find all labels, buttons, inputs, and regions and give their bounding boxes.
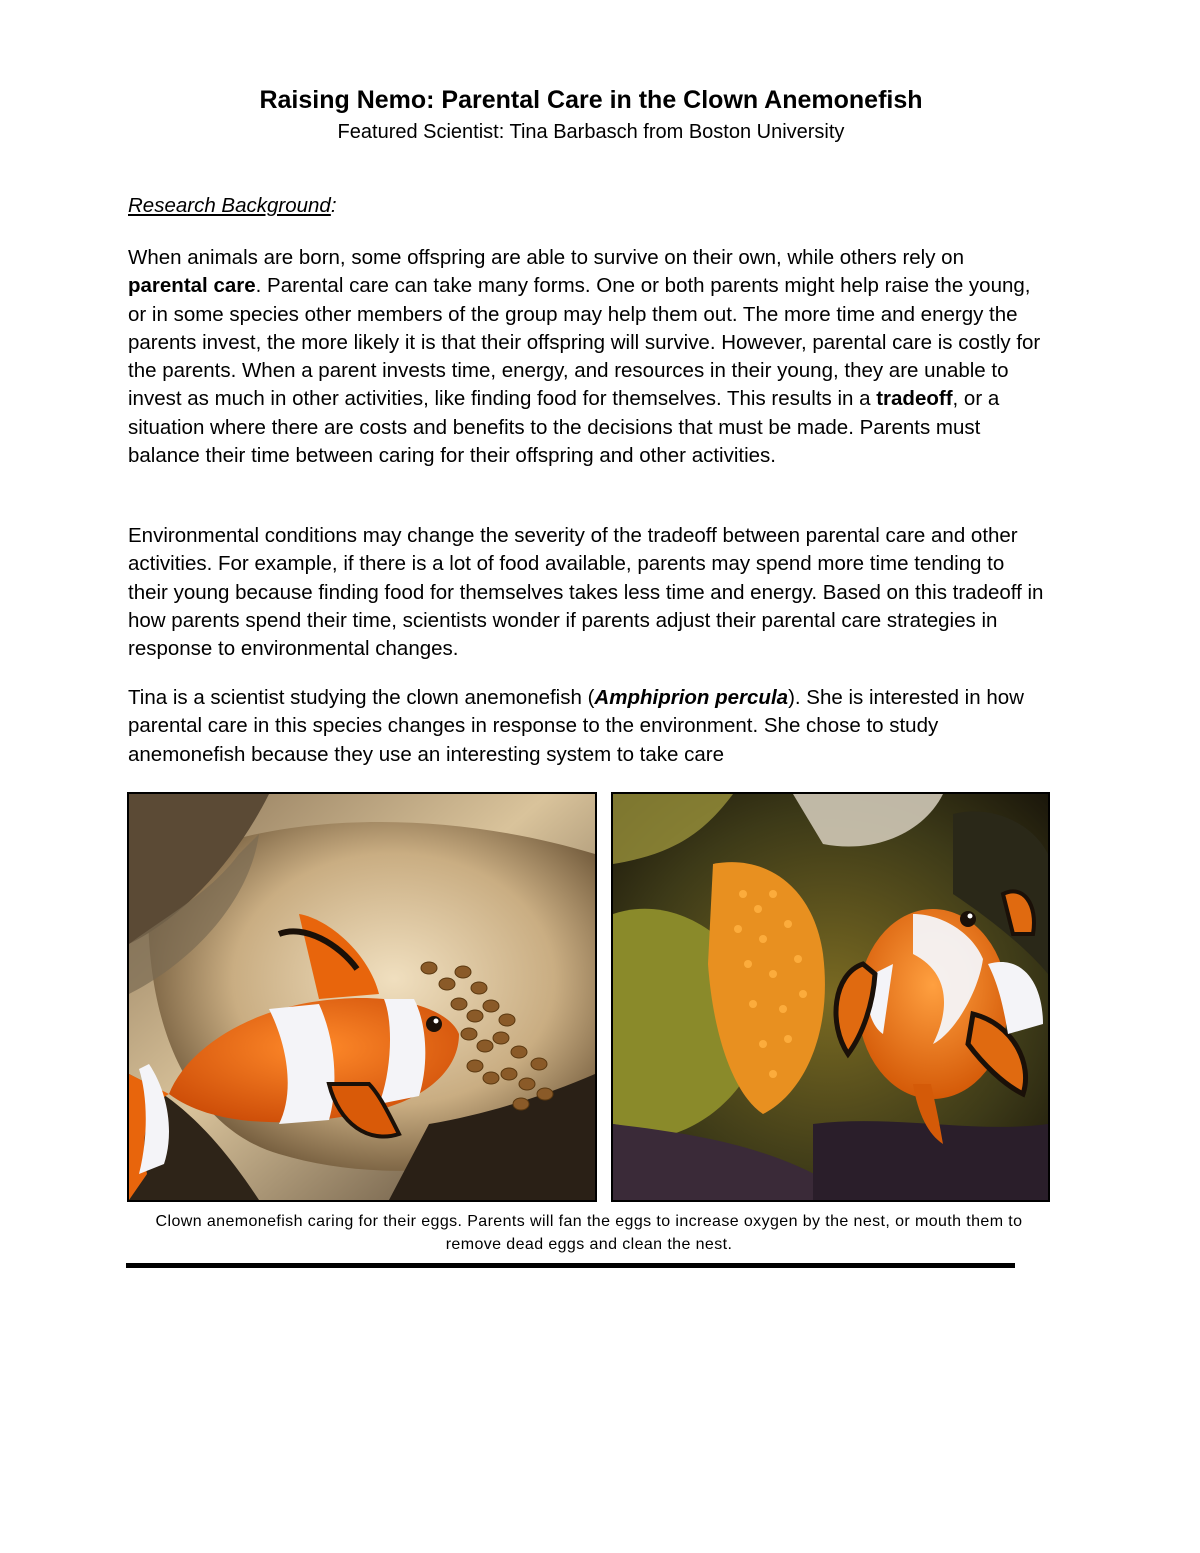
photo-right-drawing	[613, 794, 1048, 1200]
term-tradeoff: tradeoff	[876, 387, 953, 411]
featured-scientist-subtitle: Featured Scientist: Tina Barbasch from Boston University	[337, 121, 845, 143]
section-heading-colon: :	[330, 194, 337, 217]
horizontal-rule-divider	[126, 1263, 1015, 1268]
paragraph-1-text-a: When animals are born, some offspring are able to survive on their own, while others rely on	[128, 246, 964, 269]
paragraph-2: Environmental conditions may change the severity of the tradeoff between parental care and other activities. For example, if there is a lot of food available, parents may spend more time tending to their young because finding food for themselves takes less time and energy. Based on this tradeoff in how parents spend their time, scientists wonder if parents adjust their parental care strategies in response to environmental changes.	[128, 524, 1044, 661]
section-heading-text: Research Background	[128, 194, 331, 217]
species-name: Amphiprion percula	[594, 686, 789, 709]
photo-clownfish-with-eggs	[127, 792, 597, 1202]
photo-clownfish-near-eggs	[611, 792, 1050, 1202]
paragraph-1-text-b: . Parental care can take many forms. One or both parents might help raise the young, or in some species other members of the group may help them out. The more time and energy the parents invest, the more likely it is that their offspring will survive. However, parental care is costly for the parents. When a parent invests time, energy, and resources in their young, they are unable to invest as much in other activities, like finding food for themselves. This results in a	[128, 274, 1041, 411]
paragraph-1-text-c: , or a situation where there are costs and benefits to the decisions that must be made. Parents must balance their time between caring for their offspring and other activities.	[128, 387, 1000, 468]
paragraph-3-text-b: ). She is interested in how parental care in this species changes in response to the environment. She chose to study anemonefish because they use an interesting system to take care	[128, 686, 1024, 766]
term-parental-care: parental care	[128, 274, 256, 298]
paragraph-3	[128, 684, 1048, 769]
photo-left-drawing	[129, 794, 595, 1200]
paragraph-1	[128, 244, 1048, 470]
paragraph-3-text-a: Tina is a scientist studying the clown anemonefish (	[128, 686, 595, 709]
section-heading	[128, 192, 337, 220]
document-title: Raising Nemo: Parental Care in the Clown Anemonefish	[259, 86, 923, 114]
photo-caption: Clown anemonefish caring for their eggs. Parents will fan the eggs to increase oxygen by the nest, or mouth them to remove dead eggs and clean the nest.	[155, 1213, 1023, 1253]
